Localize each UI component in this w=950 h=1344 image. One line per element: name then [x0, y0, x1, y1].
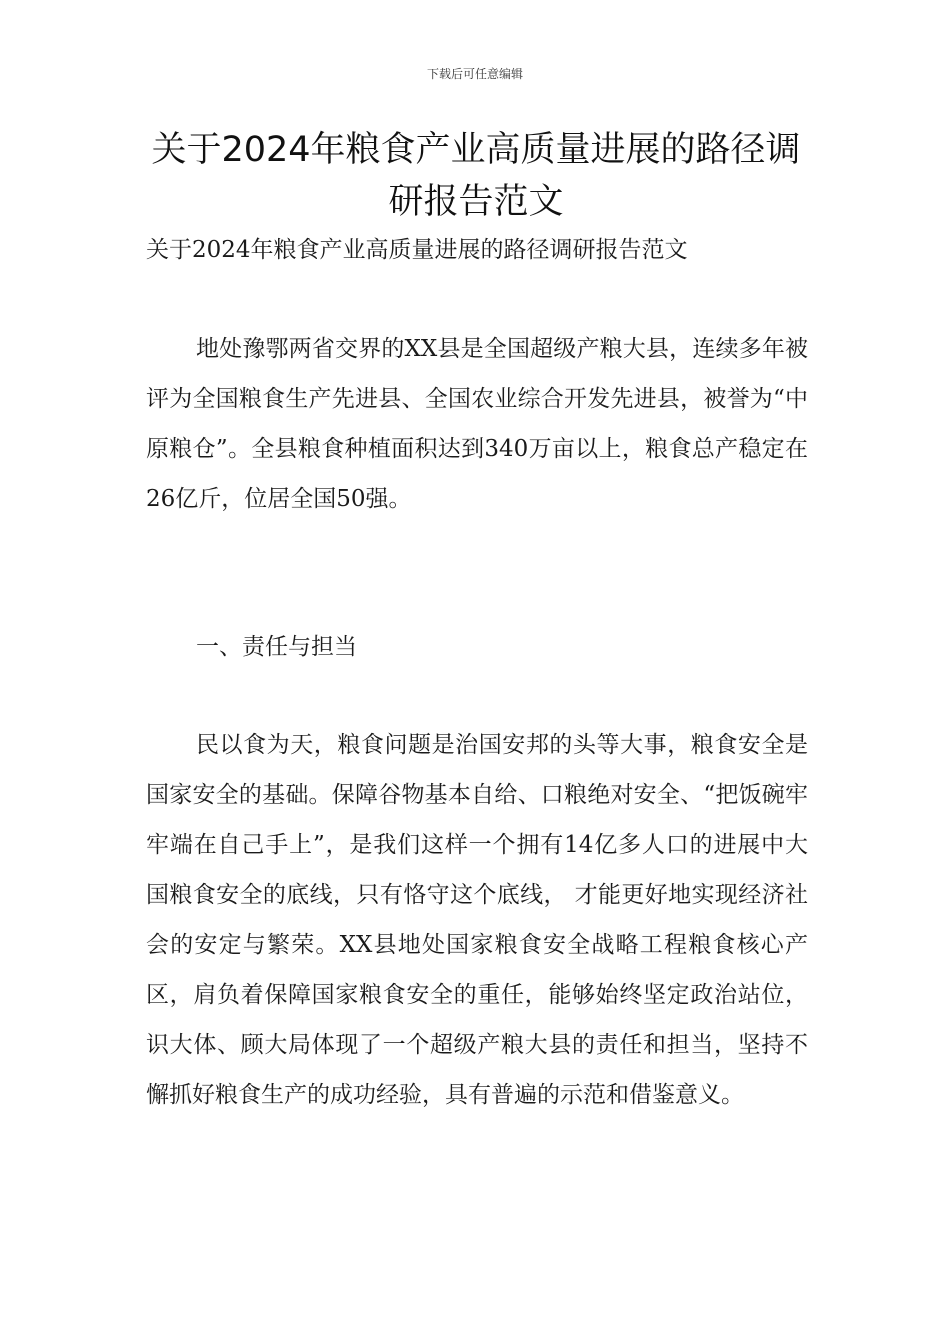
intro-paragraph: 地处豫鄂两省交界的XX县是全国超级产粮大县，连续多年被评为全国粮食生产先进县、全国农业综合开发先进县，被誉为“中原粮仓”。全县粮食种植面积达到340万亩以上，粮食总产稳定在26亿斤，位居全国50强。	[146, 336, 808, 512]
section-paragraph: 民以食为天，粮食问题是治国安邦的头等大事，粮食安全是国家安全的基础。保障谷物基本自给、口粮绝对安全、“把饭碗牢牢端在自己手上”，是我们这样一个拥有14亿多人口的进展中大国粮食安全的底线，只有恪守这个底线， 才能更好地实现经济社会的安定与繁荣。XX县地处国家粮食安全战略工程粮食核心产区，肩负着保障国家粮食安全的重任，能够始终坚定政治站位，识大体、顾大局体现了一个超级产粮大县的责任和担当，坚持不懈抓好粮食生产的成功经验，具有普遍的示范和借鉴意义。	[146, 732, 808, 1108]
document-title: 关于2024年粮食产业高质量进展的路径调研报告范文	[151, 130, 801, 222]
section-heading: 一、责任与担当	[196, 634, 357, 660]
document-subtitle: 关于2024年粮食产业高质量进展的路径调研报告范文	[146, 237, 688, 263]
header-note: 下载后可任意编辑	[426, 67, 523, 81]
